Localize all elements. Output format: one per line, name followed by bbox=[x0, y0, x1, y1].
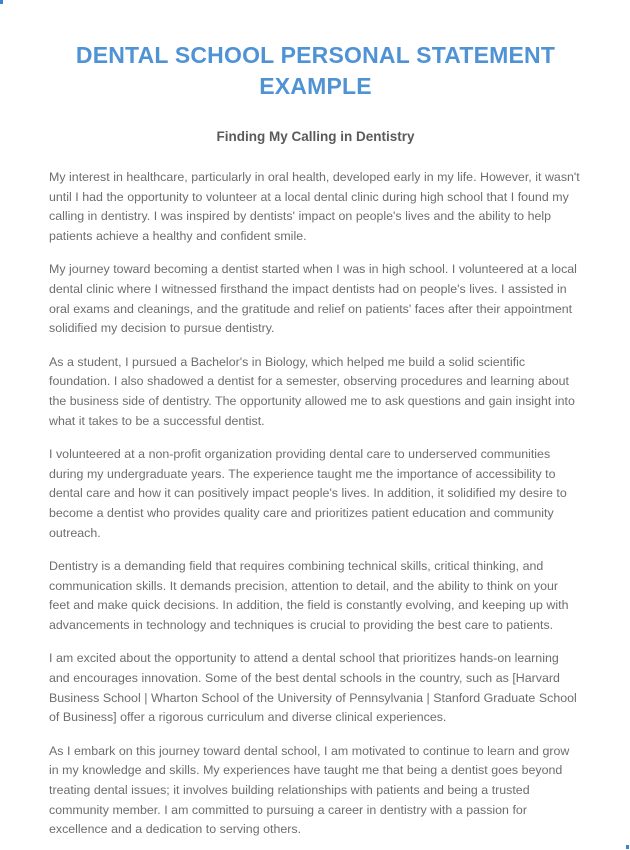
body-paragraph: I volunteered at a non-profit organization providing dental care to underserved communities during my undergraduate years. The experience taught me the importance of accessibility to dental care and how it can positively impact people's lives. In addition, it solidified my desire to become a dentist who provides quality care and prioritizes patient education and community outreach. bbox=[49, 447, 567, 540]
body-paragraph: My interest in healthcare, particularly in oral health, developed early in my life. However, it wasn't until I had the opportunity to volunteer at a local dental clinic during high school that I found my calling in dentistry. I was inspired by dentists' impact on people's lives and the ability to help patients achieve a healthy and confident smile. bbox=[49, 170, 580, 243]
body-paragraph: As a student, I pursued a Bachelor's in Biology, which helped me build a solid scientific foundation. I also shadowed a dentist for a semester, observing procedures and learning about the business side of dentistry. The opportunity allowed me to ask questions and gain insight into what it takes to be a successful dentist. bbox=[49, 354, 575, 428]
page-subtitle: Finding My Calling in Dentistry bbox=[216, 129, 415, 144]
page-title: DENTAL SCHOOL PERSONAL STATEMENT EXAMPLE bbox=[75, 42, 556, 99]
corner-mark-bottom-right bbox=[626, 845, 629, 849]
body-paragraph: I am excited about the opportunity to attend a dental school that prioritizes hands-on learning and encourages innovation. Some of the best dental schools in the country, such as [Harvard Business School | Wharton School of the University of Pennsylvania | Stanford Graduate School of Business] offer a rigorous curriculum and diverse clinical experiences. bbox=[49, 651, 577, 725]
body-paragraph: Dentistry is a demanding field that requires combining technical skills, critical thinking, and communication skills. It demands precision, attention to detail, and the ability to think on your feet and make quick decisions. In addition, the field is constantly evolving, and keeping up with advancements in technology and techniques is crucial to providing the best care to patients. bbox=[49, 559, 569, 632]
corner-mark-top-left bbox=[0, 0, 3, 4]
document-body bbox=[49, 146, 582, 840]
body-paragraph: My journey toward becoming a dentist started when I was in high school. I volunteered at a local dental clinic where I witnessed firsthand the impact dentists had on people's lives. I assisted in oral exams and cleanings, and the gratitude and relief on patients' faces after their appointment solidified my decision to pursue dentistry. bbox=[49, 262, 577, 336]
body-paragraph: As I embark on this journey toward dental school, I am motivated to continue to learn and grow in my knowledge and skills. My experiences have taught me that being a dentist goes beyond treating dental issues; it involves building relationships with patients and being a trusted community member. I am committed to pursuing a career in dentistry with a passion for excellence and a dedication to serving others. bbox=[49, 743, 570, 837]
